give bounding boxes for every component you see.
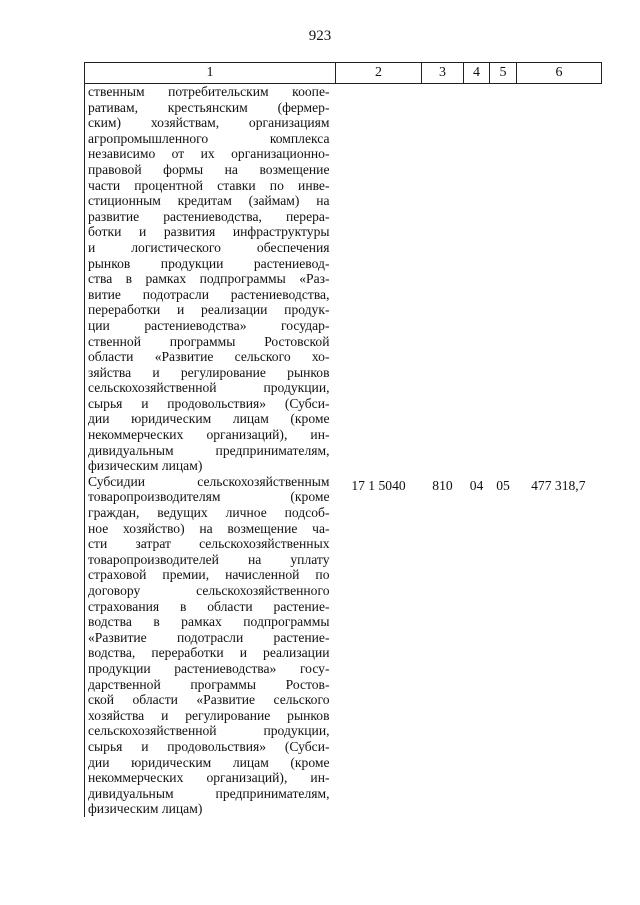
row-description — [85, 84, 336, 474]
description-line: сырья и продовольствия» (Субси- — [88, 738, 330, 754]
description-line: витие подотрасли растениеводства, — [88, 286, 330, 302]
description-line: независимо от их организационно- — [88, 146, 330, 162]
description-line: страхования в области растение- — [88, 598, 330, 614]
page-number: 923 — [308, 28, 332, 44]
description-line: области «Развитие сельского хо- — [88, 349, 330, 365]
description-line: некоммерческих организаций), ин- — [88, 427, 330, 443]
row-description — [85, 474, 336, 817]
description-line: страховой премии, начисленной по — [88, 567, 330, 583]
description-line: ства в рамках подпрограммы «Раз- — [88, 271, 330, 287]
description-line: дивидуальным предпринимателям, — [88, 442, 330, 458]
description-line: дарственной программы Ростов- — [88, 676, 330, 692]
description-line: части процентной ставки по инве- — [88, 177, 330, 193]
description-line: дии юридическим лицам (кроме — [88, 411, 330, 427]
description-line: переработки и реализации продук- — [88, 302, 330, 318]
description-line: сельскохозяйственной продукции, — [88, 723, 330, 739]
description-line: сырья и продовольствия» (Субси- — [88, 395, 330, 411]
description-line: правовой формы на возмещение — [88, 161, 330, 177]
description-line: договору сельскохозяйственного — [88, 583, 330, 598]
table-row — [85, 474, 602, 817]
description-line: сти затрат сельскохозяйственных — [88, 536, 330, 552]
description-line: ботки и развития инфраструктуры — [88, 224, 330, 240]
column-header-name: 1 — [85, 63, 336, 84]
description-line: хозяйства и регулирование рынков — [88, 707, 330, 723]
description-line: ской области «Развитие сельского — [88, 692, 330, 708]
row-expense-type — [422, 84, 464, 474]
description-line: зяйства и регулирование рынков — [88, 364, 330, 380]
row-expense-type: 810 — [432, 477, 453, 493]
description-line: дии юридическим лицам (кроме — [88, 754, 330, 770]
row-target-article: 17 1 5040 — [351, 477, 406, 493]
description-line: агропромышленного комплекса — [88, 130, 330, 146]
budget-table — [84, 62, 602, 817]
description-line: ции растениеводства» государ- — [88, 317, 330, 333]
column-header-csr: 2 — [336, 63, 422, 84]
description-line: граждан, ведущих личное подсоб- — [88, 505, 330, 521]
description-line: ственным потребительским коопе- — [88, 84, 330, 99]
table-row — [85, 84, 602, 474]
row-section: 04 — [469, 477, 484, 493]
description-line: физическим лицам) — [88, 801, 203, 817]
description-line: ским) хозяйствам, организациям — [88, 115, 330, 131]
description-line: развитие растениеводства, перера- — [88, 208, 330, 224]
description-line: товаропроизводителям (кроме — [88, 489, 330, 505]
description-line: ственной программы Ростовской — [88, 333, 330, 349]
column-header-rz: 4 — [464, 63, 490, 84]
description-line: ративам, крестьянским (фермер- — [88, 99, 330, 115]
description-line: сельскохозяйственной продукции, — [88, 380, 330, 396]
row-amount — [517, 84, 602, 474]
description-line: дивидуальным предпринимателям, — [88, 785, 330, 801]
table-header-row — [85, 63, 602, 84]
description-line: товаропроизводителей на уплату — [88, 551, 330, 567]
row-target-article — [336, 84, 422, 474]
description-line: рынков продукции растениевод- — [88, 255, 330, 271]
description-line: водства в рамках подпрограммы — [88, 614, 330, 630]
column-header-pr: 5 — [490, 63, 517, 84]
description-line: продукции растениеводства» госу- — [88, 660, 330, 676]
row-subsection: 05 — [496, 477, 510, 493]
row-section — [464, 84, 490, 474]
description-line: Субсидии сельскохозяйственным — [88, 473, 330, 489]
column-header-amount: 6 — [517, 63, 602, 84]
row-subsection — [490, 84, 517, 474]
description-line: водства, переработки и реализации — [88, 645, 330, 661]
description-line: некоммерческих организаций), ин- — [88, 770, 330, 786]
description-line: стиционным кредитам (займам) на — [88, 193, 330, 209]
column-header-vr: 3 — [422, 63, 464, 84]
description-line: и логистического обеспечения — [88, 239, 330, 255]
description-line: ное хозяйство) на возмещение ча- — [88, 520, 330, 536]
description-line: физическим лицам) — [88, 458, 203, 474]
row-amount: 477 318,7 — [531, 477, 586, 493]
description-line: «Развитие подотрасли растение- — [88, 629, 330, 645]
